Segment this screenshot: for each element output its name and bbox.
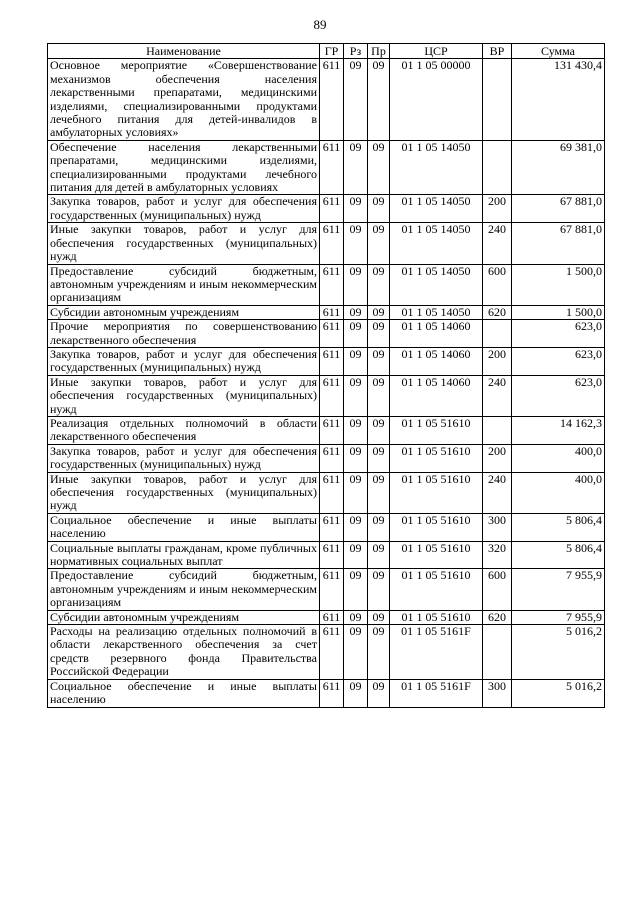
row-sum: 623,0 — [512, 320, 605, 348]
row-csr: 01 1 05 00000 — [390, 59, 483, 140]
header-vr: ВР — [483, 44, 512, 59]
row-sum: 69 381,0 — [512, 140, 605, 195]
row-rz: 09 — [344, 59, 368, 140]
row-csr: 01 1 05 14060 — [390, 347, 483, 375]
row-sum: 14 162,3 — [512, 416, 605, 444]
row-vr — [483, 320, 512, 348]
row-pr: 09 — [368, 320, 390, 348]
row-gr: 611 — [320, 513, 344, 541]
row-name: Социальные выплаты гражданам, кроме публичных нормативных социальных выплат — [48, 541, 320, 569]
row-name: Прочие мероприятия по совершенствованию лекарственного обеспечения — [48, 320, 320, 348]
row-gr: 611 — [320, 610, 344, 624]
row-rz: 09 — [344, 625, 368, 680]
row-gr: 611 — [320, 541, 344, 569]
row-rz: 09 — [344, 305, 368, 319]
row-vr: 600 — [483, 264, 512, 305]
row-vr: 240 — [483, 472, 512, 513]
row-sum: 623,0 — [512, 347, 605, 375]
row-sum: 67 881,0 — [512, 223, 605, 264]
table-row — [48, 223, 605, 264]
row-csr: 01 1 05 51610 — [390, 541, 483, 569]
row-gr: 611 — [320, 264, 344, 305]
table-row — [48, 320, 605, 348]
table-row — [48, 610, 605, 624]
row-vr — [483, 59, 512, 140]
row-vr: 600 — [483, 569, 512, 610]
row-sum: 1 500,0 — [512, 305, 605, 319]
row-rz: 09 — [344, 347, 368, 375]
table-row — [48, 416, 605, 444]
row-name: Предоставление субсидий бюджетным, автономным учреждениям и иным некоммерческим организациям — [48, 264, 320, 305]
row-csr: 01 1 05 51610 — [390, 416, 483, 444]
row-name: Обеспечение населения лекарственными препаратами, медицинскими изделиями, специализированными продуктами лечебного питания для детей в амбулаторных условиях — [48, 140, 320, 195]
row-sum: 5 806,4 — [512, 541, 605, 569]
row-rz: 09 — [344, 541, 368, 569]
row-name: Закупка товаров, работ и услуг для обеспечения государственных (муниципальных) нужд — [48, 195, 320, 223]
row-pr: 09 — [368, 541, 390, 569]
header-pr: Пр — [368, 44, 390, 59]
row-rz: 09 — [344, 513, 368, 541]
row-pr: 09 — [368, 195, 390, 223]
row-rz: 09 — [344, 140, 368, 195]
row-vr: 620 — [483, 305, 512, 319]
row-vr: 320 — [483, 541, 512, 569]
table-row — [48, 347, 605, 375]
row-rz: 09 — [344, 569, 368, 610]
row-gr: 611 — [320, 59, 344, 140]
row-pr: 09 — [368, 59, 390, 140]
table-row — [48, 305, 605, 319]
row-csr: 01 1 05 51610 — [390, 569, 483, 610]
row-rz: 09 — [344, 472, 368, 513]
row-sum: 5 016,2 — [512, 625, 605, 680]
row-pr: 09 — [368, 305, 390, 319]
row-sum: 5 016,2 — [512, 679, 605, 707]
row-gr: 611 — [320, 347, 344, 375]
row-pr: 09 — [368, 610, 390, 624]
row-rz: 09 — [344, 320, 368, 348]
table-row — [48, 264, 605, 305]
row-gr: 611 — [320, 444, 344, 472]
row-gr: 611 — [320, 140, 344, 195]
row-vr: 200 — [483, 195, 512, 223]
row-rz: 09 — [344, 223, 368, 264]
table-row — [48, 444, 605, 472]
row-vr — [483, 625, 512, 680]
header-sum: Сумма — [512, 44, 605, 59]
row-vr: 240 — [483, 375, 512, 416]
table-row — [48, 195, 605, 223]
row-vr: 620 — [483, 610, 512, 624]
row-sum: 623,0 — [512, 375, 605, 416]
table-row — [48, 472, 605, 513]
row-gr: 611 — [320, 320, 344, 348]
row-name: Социальное обеспечение и иные выплаты населению — [48, 513, 320, 541]
row-pr: 09 — [368, 679, 390, 707]
row-pr: 09 — [368, 472, 390, 513]
row-gr: 611 — [320, 195, 344, 223]
row-pr: 09 — [368, 375, 390, 416]
row-csr: 01 1 05 51610 — [390, 513, 483, 541]
row-gr: 611 — [320, 375, 344, 416]
row-pr: 09 — [368, 264, 390, 305]
row-name: Иные закупки товаров, работ и услуг для обеспечения государственных (муниципальных) нужд — [48, 472, 320, 513]
row-sum: 400,0 — [512, 472, 605, 513]
row-gr: 611 — [320, 416, 344, 444]
row-gr: 611 — [320, 679, 344, 707]
row-rz: 09 — [344, 375, 368, 416]
row-rz: 09 — [344, 264, 368, 305]
page-number: 89 — [313, 17, 327, 32]
row-rz: 09 — [344, 195, 368, 223]
row-pr: 09 — [368, 625, 390, 680]
row-vr: 200 — [483, 444, 512, 472]
row-sum: 5 806,4 — [512, 513, 605, 541]
row-csr: 01 1 05 14060 — [390, 375, 483, 416]
table-row — [48, 140, 605, 195]
header-name: Наименование — [48, 44, 320, 59]
row-gr: 611 — [320, 569, 344, 610]
table-row — [48, 569, 605, 610]
table-row — [48, 541, 605, 569]
header-gr: ГР — [320, 44, 344, 59]
row-csr: 01 1 05 5161F — [390, 625, 483, 680]
row-csr: 01 1 05 5161F — [390, 679, 483, 707]
row-name: Социальное обеспечение и иные выплаты населению — [48, 679, 320, 707]
table-row — [48, 625, 605, 680]
budget-table — [47, 43, 605, 708]
row-sum: 67 881,0 — [512, 195, 605, 223]
header-rz: Рз — [344, 44, 368, 59]
row-name: Закупка товаров, работ и услуг для обеспечения государственных (муниципальных) нужд — [48, 444, 320, 472]
row-gr: 611 — [320, 223, 344, 264]
row-rz: 09 — [344, 610, 368, 624]
row-gr: 611 — [320, 305, 344, 319]
table-row — [48, 375, 605, 416]
table-row — [48, 513, 605, 541]
row-csr: 01 1 05 51610 — [390, 610, 483, 624]
row-sum: 7 955,9 — [512, 610, 605, 624]
table-row — [48, 679, 605, 707]
row-csr: 01 1 05 14060 — [390, 320, 483, 348]
row-csr: 01 1 05 51610 — [390, 472, 483, 513]
row-sum: 400,0 — [512, 444, 605, 472]
row-name: Предоставление субсидий бюджетным, автономным учреждениям и иным некоммерческим организациям — [48, 569, 320, 610]
row-gr: 611 — [320, 472, 344, 513]
row-vr: 200 — [483, 347, 512, 375]
row-csr: 01 1 05 51610 — [390, 444, 483, 472]
row-name: Закупка товаров, работ и услуг для обеспечения государственных (муниципальных) нужд — [48, 347, 320, 375]
row-rz: 09 — [344, 679, 368, 707]
row-vr: 300 — [483, 679, 512, 707]
row-pr: 09 — [368, 569, 390, 610]
row-sum: 131 430,4 — [512, 59, 605, 140]
row-csr: 01 1 05 14050 — [390, 264, 483, 305]
row-vr — [483, 140, 512, 195]
row-vr: 240 — [483, 223, 512, 264]
table-header-row — [48, 44, 605, 59]
row-csr: 01 1 05 14050 — [390, 140, 483, 195]
row-name: Субсидии автономным учреждениям — [48, 610, 320, 624]
row-pr: 09 — [368, 347, 390, 375]
row-vr: 300 — [483, 513, 512, 541]
row-rz: 09 — [344, 416, 368, 444]
table-row — [48, 59, 605, 140]
row-name: Иные закупки товаров, работ и услуг для обеспечения государственных (муниципальных) нужд — [48, 375, 320, 416]
row-name: Субсидии автономным учреждениям — [48, 305, 320, 319]
row-csr: 01 1 05 14050 — [390, 195, 483, 223]
row-pr: 09 — [368, 444, 390, 472]
header-csr: ЦСР — [390, 44, 483, 59]
row-sum: 1 500,0 — [512, 264, 605, 305]
row-pr: 09 — [368, 223, 390, 264]
row-pr: 09 — [368, 140, 390, 195]
row-name: Основное мероприятие «Совершенствование механизмов обеспечения населения лекарственными препаратами, медицинскими изделиями, специализированными продуктами лечебного питания для детей-инвалидов в амбулаторных условиях» — [48, 59, 320, 140]
row-name: Иные закупки товаров, работ и услуг для обеспечения государственных (муниципальных) нужд — [48, 223, 320, 264]
row-csr: 01 1 05 14050 — [390, 223, 483, 264]
row-rz: 09 — [344, 444, 368, 472]
row-name: Реализация отдельных полномочий в области лекарственного обеспечения — [48, 416, 320, 444]
row-name: Расходы на реализацию отдельных полномочий в области лекарственного обеспечения за счет средств резервного фонда Правительства Российской Федерации — [48, 625, 320, 680]
row-sum: 7 955,9 — [512, 569, 605, 610]
row-pr: 09 — [368, 416, 390, 444]
row-gr: 611 — [320, 625, 344, 680]
row-csr: 01 1 05 14050 — [390, 305, 483, 319]
row-pr: 09 — [368, 513, 390, 541]
row-vr — [483, 416, 512, 444]
